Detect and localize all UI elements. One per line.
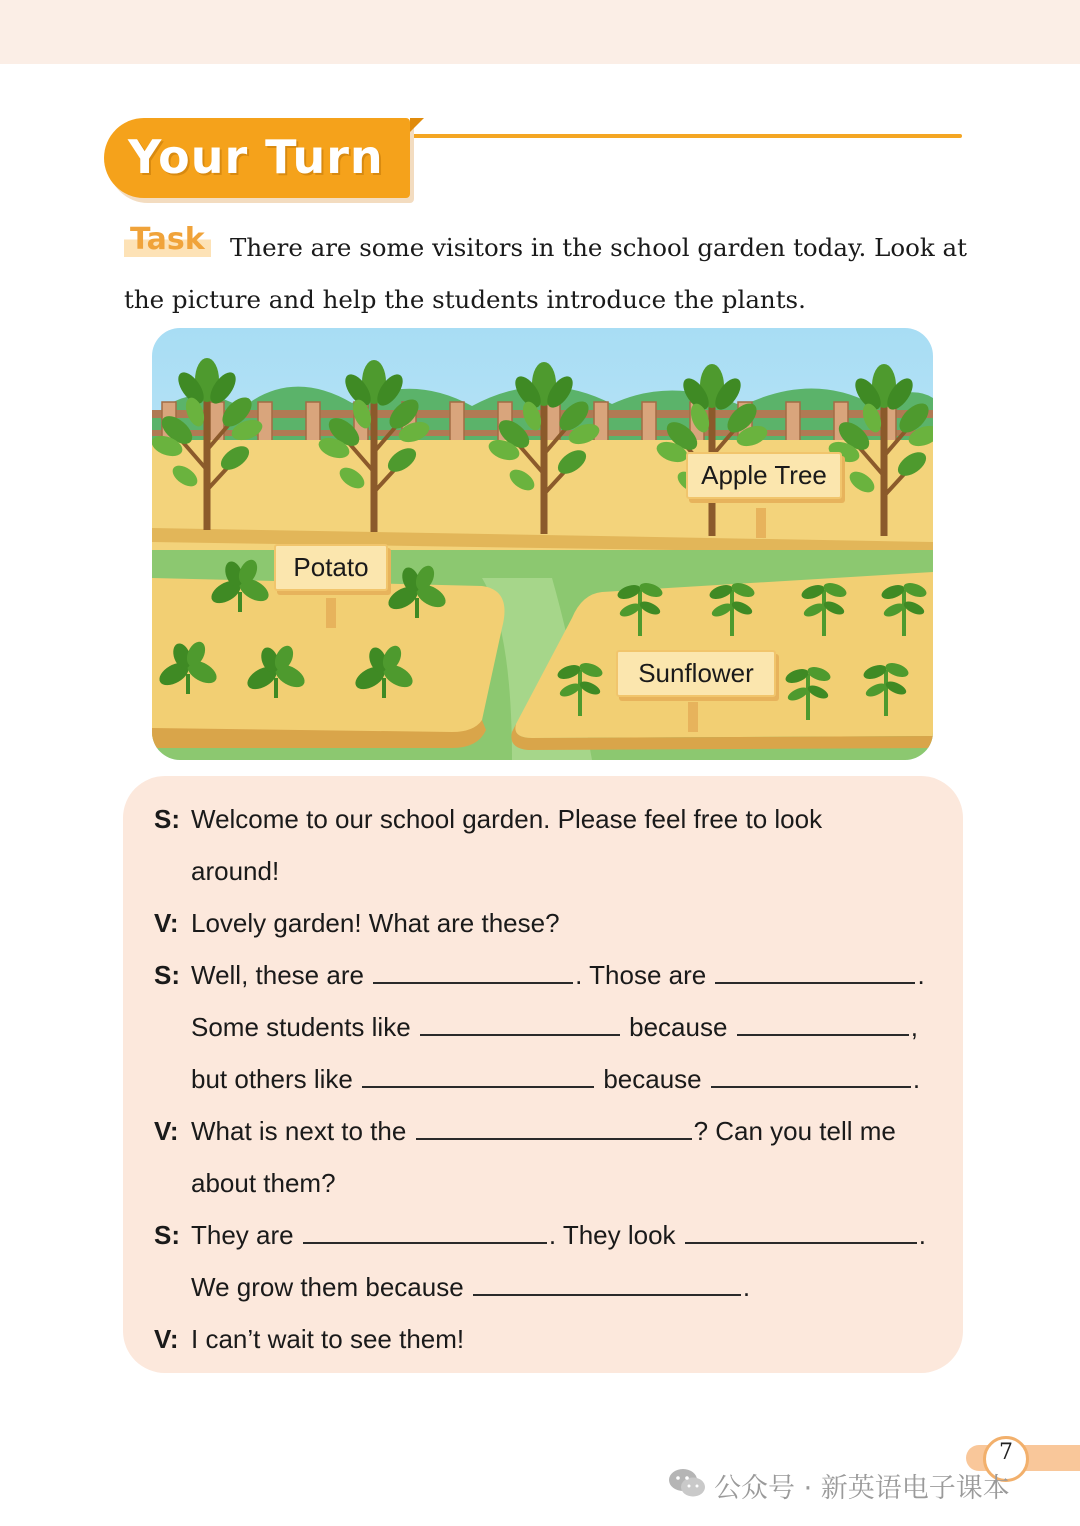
dialogue-text: but others like bbox=[191, 1064, 353, 1094]
dialogue-line: Welcome to our school garden. Please feel free to look bbox=[191, 804, 823, 834]
dialogue-text: What is next to the bbox=[191, 1116, 407, 1146]
task-instruction: There are some visitors in the school garden today. Look at the picture and help the students introduce the plants. bbox=[124, 233, 967, 314]
dialogue-text: . They look bbox=[548, 1220, 676, 1250]
speaker-label: V: bbox=[154, 908, 179, 938]
speaker-label: S: bbox=[154, 1220, 180, 1250]
task-label: Task bbox=[124, 222, 211, 257]
dialogue-text: ? Can you tell me bbox=[693, 1116, 896, 1146]
wechat-icon bbox=[668, 1467, 706, 1499]
dialogue-text: because bbox=[629, 1012, 728, 1042]
garden-illustration bbox=[152, 328, 933, 760]
dialogue-text: Well, these are bbox=[191, 960, 364, 990]
dialogue-line: Lovely garden! What are these? bbox=[191, 908, 560, 938]
answer-blank[interactable] bbox=[737, 1014, 909, 1036]
section-heading-badge bbox=[104, 118, 410, 198]
dialogue-line bbox=[191, 1116, 896, 1147]
speaker-label: S: bbox=[154, 960, 180, 990]
speaker-label: V: bbox=[154, 1324, 179, 1354]
dialogue-text: . bbox=[742, 1272, 751, 1302]
page-number: 7 bbox=[999, 1440, 1013, 1465]
dialogue-text: because bbox=[603, 1064, 702, 1094]
speaker-label: S: bbox=[154, 804, 180, 834]
answer-blank[interactable] bbox=[473, 1274, 741, 1296]
top-band bbox=[0, 0, 1080, 64]
dialogue-line: around! bbox=[191, 856, 280, 886]
watermark-text: 公众号 · 新英语电子课本 bbox=[714, 1473, 1010, 1504]
dialogue-text: . Those are bbox=[575, 960, 707, 990]
answer-blank[interactable] bbox=[362, 1066, 594, 1088]
dialogue-text: Some students like bbox=[191, 1012, 411, 1042]
answer-blank[interactable] bbox=[416, 1118, 692, 1140]
answer-blank[interactable] bbox=[420, 1014, 620, 1036]
dialogue-line: I can’t wait to see them! bbox=[191, 1324, 465, 1354]
dialogue-line: about them? bbox=[191, 1168, 336, 1198]
dialogue-text: They are bbox=[191, 1220, 294, 1250]
speaker-label: V: bbox=[154, 1116, 179, 1146]
section-heading: Your Turn bbox=[128, 130, 384, 184]
dialogue-text: . bbox=[917, 960, 925, 990]
garden-scene bbox=[152, 328, 933, 760]
apple-tree-sign: Apple Tree bbox=[686, 452, 842, 499]
answer-blank[interactable] bbox=[685, 1222, 917, 1244]
dialogue-line bbox=[191, 960, 925, 991]
answer-blank[interactable] bbox=[303, 1222, 547, 1244]
dialogue-line bbox=[191, 1064, 920, 1095]
answer-blank[interactable] bbox=[715, 962, 915, 984]
potato-sign: Potato bbox=[274, 544, 388, 591]
answer-blank[interactable] bbox=[711, 1066, 911, 1088]
dialogue-line bbox=[191, 1220, 926, 1251]
heading-rule bbox=[400, 134, 962, 138]
dialogue-text: We grow them because bbox=[191, 1272, 464, 1302]
dialogue-text: , bbox=[910, 1012, 918, 1042]
answer-blank[interactable] bbox=[373, 962, 573, 984]
dialogue-text: . bbox=[912, 1064, 921, 1094]
sunflower-sign: Sunflower bbox=[616, 650, 776, 697]
dialogue-line bbox=[191, 1272, 750, 1303]
dialogue-text: . bbox=[918, 1220, 927, 1250]
dialogue-line bbox=[191, 1012, 918, 1043]
